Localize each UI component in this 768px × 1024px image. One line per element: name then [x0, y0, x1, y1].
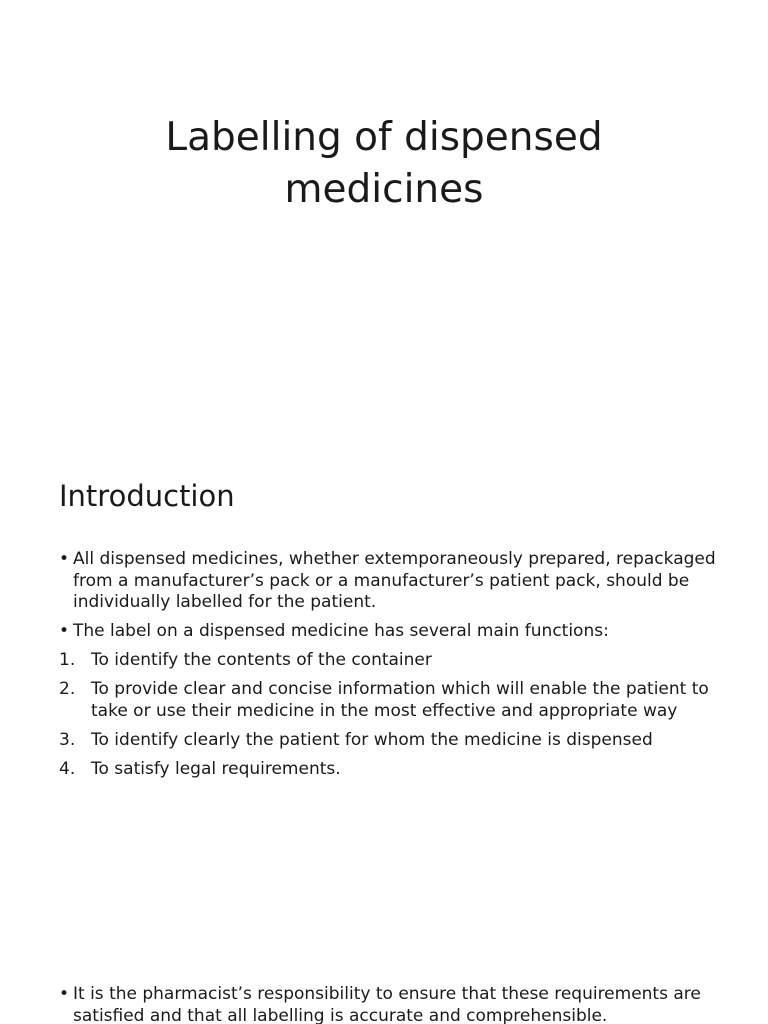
bullet-icon: •	[59, 984, 70, 1004]
item-number: 4.	[59, 758, 76, 779]
numbered-item	[59, 759, 719, 781]
numbered-text: To identify clearly the patient for whom the medicine is dispensed	[91, 729, 653, 750]
item-number: 3.	[59, 729, 76, 750]
introduction-slide	[0, 432, 768, 864]
slide-title-line-1: Labelling of dispensed	[165, 115, 603, 160]
numbered-text: To provide clear and concise information which will enable the patient to take or use their medicine in the most effective and appropriate way	[91, 679, 709, 721]
bullet-item	[59, 621, 719, 643]
numbered-item	[59, 730, 719, 752]
introduction-heading: Introduction	[59, 479, 235, 513]
bullet-icon: •	[59, 549, 70, 569]
item-number: 2.	[59, 679, 76, 699]
item-number: 1.	[59, 650, 76, 670]
numbered-text: To identify the contents of the container	[91, 650, 432, 670]
slide-title-line-2: medicines	[284, 167, 484, 212]
introduction-content	[59, 549, 719, 788]
numbered-item	[59, 679, 719, 722]
slide-title	[0, 112, 768, 216]
responsibility-content	[59, 984, 719, 1024]
bullet-text: The label on a dispensed medicine has several main functions:	[73, 621, 609, 641]
bullet-item	[59, 984, 719, 1024]
responsibility-slide	[0, 864, 768, 1024]
bullet-text: It is the pharmacist’s responsibility to ensure that these requirements are satisfied and that all labelling is accurate and comprehensible.	[73, 984, 701, 1024]
numbered-item	[59, 650, 719, 672]
bullet-item	[59, 549, 719, 614]
numbered-text: To satisfy legal requirements.	[91, 758, 341, 779]
title-slide	[0, 0, 768, 432]
bullet-text: All dispensed medicines, whether extemporaneously prepared, repackaged from a manufacturer’s pack or a manufacturer’s patient pack, should be individually labelled for the patient.	[73, 549, 716, 612]
bullet-icon: •	[59, 621, 70, 641]
